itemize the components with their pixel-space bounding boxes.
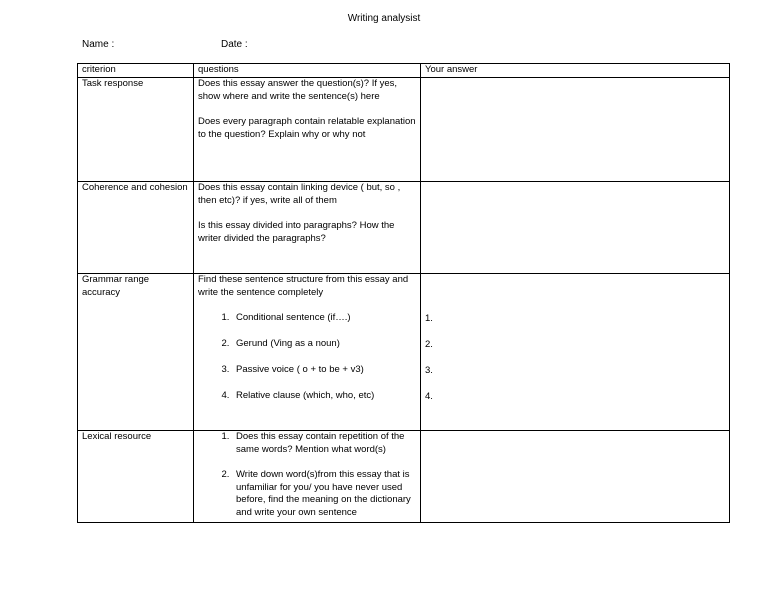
questions-cell	[194, 78, 421, 182]
criterion-cell: Lexical resource	[78, 431, 194, 523]
table-row	[78, 274, 730, 431]
answer-cell[interactable]	[421, 431, 730, 523]
table-row	[78, 182, 730, 274]
questions-cell	[194, 182, 421, 274]
table-row	[78, 431, 730, 523]
analysis-table	[77, 63, 730, 523]
question-text: Does every paragraph contain relatable explanation to the question? Explain why or why not	[198, 116, 416, 140]
header-your-answer: Your answer	[421, 64, 730, 78]
questions-cell	[194, 274, 421, 431]
table-row	[78, 78, 730, 182]
criterion-cell: Grammar range accuracy	[78, 274, 194, 431]
lexical-list	[198, 431, 416, 519]
answer-number: 4.	[425, 391, 433, 402]
answer-numbers	[425, 313, 725, 417]
name-field-label: Name :	[82, 39, 115, 50]
list-item: 3. Passive voice ( o + to be + v3)	[232, 364, 416, 377]
header-questions: questions	[194, 64, 421, 78]
list-item: 2. Write down word(s)from this essay that is unfamiliar for you/ you have never used before, find the meaning on the dictionary and write your own sentence	[232, 469, 416, 519]
document-title: Writing analysist	[347, 13, 421, 24]
table-header-row	[78, 64, 730, 78]
answer-number: 3.	[425, 365, 433, 376]
question-text: Does this essay answer the question(s)? If yes, show where and write the sentence(s) here	[198, 78, 398, 102]
answer-number: 1.	[425, 313, 433, 324]
list-item: 1. Does this essay contain repetition of the same words? Mention what word(s)	[232, 431, 416, 456]
criterion-cell: Coherence and cohesion	[78, 182, 194, 274]
question-intro: Find these sentence structure from this essay and write the sentence completely	[198, 274, 409, 298]
questions-cell	[194, 431, 421, 523]
date-field-label: Date :	[221, 39, 248, 50]
question-text: Does this essay contain linking device ( but, so , then etc)? if yes, write all of them	[198, 182, 401, 206]
answer-number: 2.	[425, 339, 433, 350]
structure-list	[198, 312, 416, 403]
criterion-cell: Task response	[78, 78, 194, 182]
answer-cell[interactable]	[421, 78, 730, 182]
answer-cell[interactable]	[421, 274, 730, 431]
list-item: 1. Conditional sentence (if….)	[232, 312, 416, 325]
list-item: 2. Gerund (Ving as a noun)	[232, 338, 416, 351]
answer-cell[interactable]	[421, 182, 730, 274]
question-text: Is this essay divided into paragraphs? How the writer divided the paragraphs?	[198, 220, 395, 244]
list-item: 4. Relative clause (which, who, etc)	[232, 390, 416, 403]
header-criterion: criterion	[78, 64, 194, 78]
